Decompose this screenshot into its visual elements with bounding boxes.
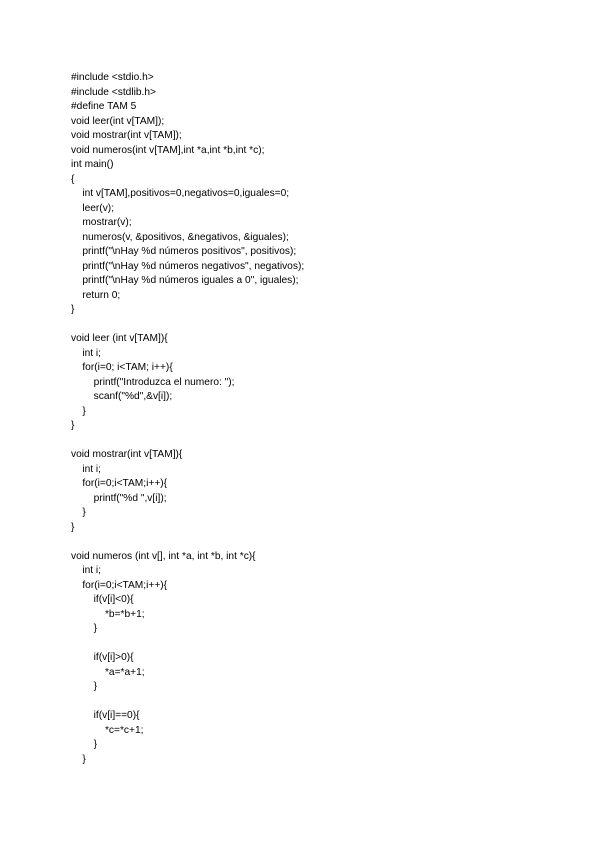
code-line: void numeros (int v[], int *a, int *b, int *c){ bbox=[71, 550, 256, 562]
code-line: } bbox=[71, 739, 98, 750]
code-line: printf("\nHay %d números iguales a 0", iguales); bbox=[71, 275, 299, 286]
code-line: void leer (int v[TAM]){ bbox=[71, 333, 168, 344]
code-line bbox=[71, 318, 304, 333]
code-line: void leer(int v[TAM]); bbox=[71, 115, 165, 127]
code-line: } bbox=[71, 507, 86, 518]
code-line: for(i=0;i<TAM;i++){ bbox=[71, 579, 168, 591]
code-line bbox=[71, 695, 304, 710]
code-line: scanf("%d",&v[i]); bbox=[71, 391, 173, 402]
code-line: } bbox=[71, 753, 86, 765]
code-line: numeros(v, &positivos, &negativos, &iguales); bbox=[71, 231, 289, 243]
code-line bbox=[71, 535, 304, 550]
code-line: if(v[i]>0){ bbox=[71, 652, 134, 663]
code-line: printf("\nHay %d números positivos", positivos); bbox=[71, 246, 297, 257]
code-line: int main() bbox=[71, 159, 114, 170]
code-line: int i; bbox=[71, 565, 102, 576]
code-line: if(v[i]==0){ bbox=[71, 710, 140, 721]
code-line: for(i=0; i<TAM; i++){ bbox=[71, 362, 173, 373]
code-line: *b=*b+1; bbox=[71, 608, 145, 620]
code-line: int v[TAM],positivos=0,negativos=0,iguales=0; bbox=[71, 188, 290, 199]
code-line: mostrar(v); bbox=[71, 217, 132, 228]
code-listing bbox=[71, 71, 304, 767]
code-line: } bbox=[71, 405, 86, 417]
code-line: *c=*c+1; bbox=[71, 724, 144, 736]
code-line: printf("\nHay %d números negativos", negativos); bbox=[71, 260, 305, 272]
code-line: void mostrar(int v[TAM]){ bbox=[71, 449, 183, 460]
code-line bbox=[71, 434, 304, 449]
code-line: #define TAM 5 bbox=[71, 101, 137, 112]
code-line: } bbox=[71, 304, 75, 315]
code-line: } bbox=[71, 623, 98, 634]
code-line: printf("Introduzca el numero: "); bbox=[71, 376, 235, 388]
code-line: void numeros(int v[TAM],int *a,int *b,int *c); bbox=[71, 144, 265, 156]
code-line: if(v[i]<0){ bbox=[71, 594, 134, 605]
code-line: for(i=0;i<TAM;i++){ bbox=[71, 478, 168, 489]
code-line: #include <stdlib.h> bbox=[71, 86, 156, 98]
code-line: } bbox=[71, 521, 75, 533]
code-line: void mostrar(int v[TAM]); bbox=[71, 130, 182, 141]
code-line: int i; bbox=[71, 463, 102, 475]
code-line: int i; bbox=[71, 347, 102, 359]
code-line: return 0; bbox=[71, 289, 121, 301]
code-line: #include <stdio.h> bbox=[71, 72, 154, 83]
code-line bbox=[71, 637, 304, 652]
code-line: *a=*a+1; bbox=[71, 666, 145, 678]
code-line: leer(v); bbox=[71, 202, 115, 214]
code-line: { bbox=[71, 173, 75, 185]
code-line: printf("%d ",v[i]); bbox=[71, 492, 167, 504]
code-line: } bbox=[71, 420, 75, 431]
code-line: } bbox=[71, 681, 98, 692]
